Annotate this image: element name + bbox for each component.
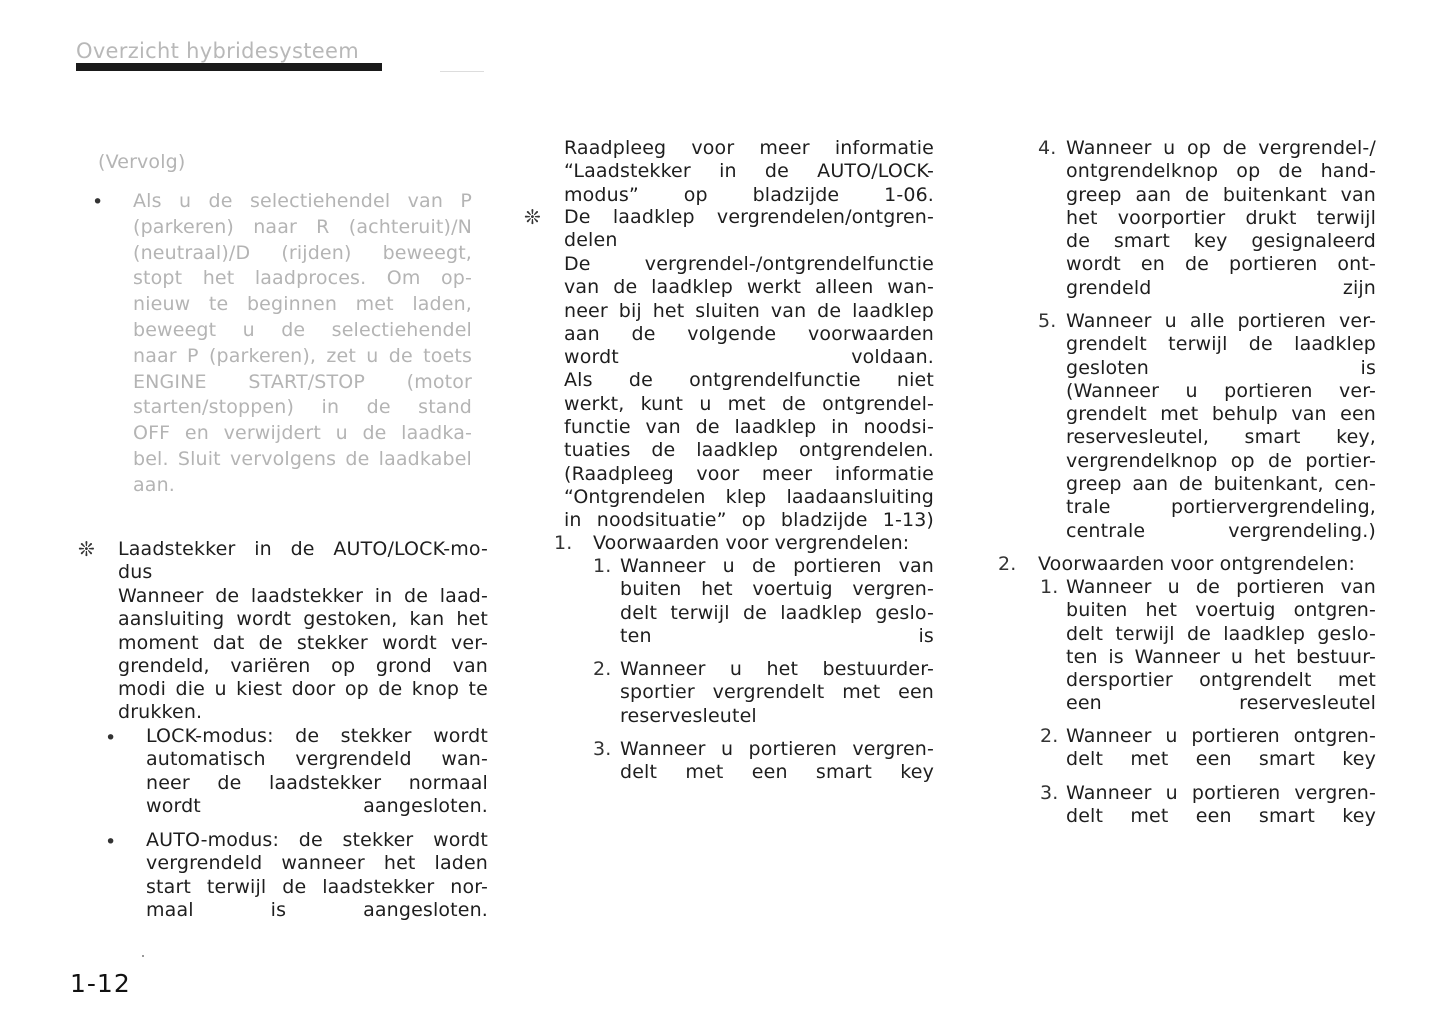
text-line: LOCK-modus: de stekker wordt xyxy=(146,725,488,747)
text-line: tuaties de laadklep ontgrendelen. xyxy=(564,439,934,462)
list-number: 1. xyxy=(1040,576,1059,598)
text-line: Wanneer u portieren vergren- xyxy=(1066,782,1376,804)
text-line: dersportier ontgrendelt met xyxy=(1066,669,1376,692)
text-line: dus xyxy=(118,561,153,584)
unlock-condition-item xyxy=(1066,576,1376,716)
asterisk-icon: ❊ xyxy=(524,205,541,229)
text-line: sportier vergrendelt met een xyxy=(620,681,934,704)
unlock-condition-item xyxy=(1066,782,1376,829)
list-number: 3. xyxy=(593,738,612,760)
text-line: naar P (parkeren), zet u de toets xyxy=(133,344,472,367)
text-line: Wanneer u het bestuurder- xyxy=(620,658,934,680)
text-line: wordt en de portieren ont- xyxy=(1066,253,1376,276)
list-number: 1. xyxy=(554,532,573,554)
unlock-conditions-title: Voorwaarden voor ontgrendelen: xyxy=(1038,553,1356,575)
bullet-icon: • xyxy=(92,191,104,213)
text-line: Wanneer u op de vergrendel-/ xyxy=(1066,137,1376,159)
header-bar xyxy=(76,63,382,71)
text-line: AUTO-modus: de stekker wordt xyxy=(146,829,488,851)
text-line: in noodsituatie” op bladzijde 1-13) xyxy=(564,509,934,532)
text-line: aansluiting wordt gestoken, kan het xyxy=(118,608,488,631)
text-line: grendelt met behulp van een xyxy=(1066,403,1376,426)
text-line: De laadklep vergrendelen/ontgren- xyxy=(564,206,934,228)
text-line: ten is Wanneer u het bestuur- xyxy=(1066,645,1376,668)
text-line: bel. Sluit vervolgens de laadkabel xyxy=(133,447,472,470)
text-line: moment dat de stekker wordt ver- xyxy=(118,631,488,654)
text-line: starten/stoppen) in de stand xyxy=(133,396,472,419)
list-number: 1. xyxy=(593,555,612,577)
text-line: grendeld zijn xyxy=(1066,276,1376,299)
text-line: “Laadstekker in de AUTO/LOCK- xyxy=(564,160,934,183)
text-line: grendeld, variëren op grond van xyxy=(118,654,488,677)
gear-selector-paragraph xyxy=(133,189,472,499)
lock-condition-item xyxy=(1066,137,1376,300)
text-line: beweegt u de selectiehendel xyxy=(133,318,472,341)
text-line: ontgrendelknop op de hand- xyxy=(1066,160,1376,183)
bullet-icon: • xyxy=(105,831,117,853)
text-line: delt met een smart key xyxy=(620,761,934,784)
text-line: start terwijl de laadstekker nor- xyxy=(146,875,488,898)
text-line: werkt, kunt u met de ontgrendel- xyxy=(564,392,934,415)
text-line: grendelt terwijl de laadklep xyxy=(1066,333,1376,356)
text-line: Wanneer u portieren ontgren- xyxy=(1066,725,1376,747)
text-line: modi die u kiest door op de knop te xyxy=(118,678,488,701)
charge-door-paragraph xyxy=(564,253,934,533)
unlock-condition-item xyxy=(1066,725,1376,772)
text-line: aan. xyxy=(133,473,175,496)
text-line: delt met een smart key xyxy=(1066,805,1376,828)
text-line: Wanneer u alle portieren ver- xyxy=(1066,310,1376,332)
text-line: Als u de selectiehendel van P xyxy=(133,190,472,212)
text-line: maal is aangesloten. xyxy=(146,898,488,921)
page-mark xyxy=(142,955,144,957)
list-number: 5. xyxy=(1038,310,1057,332)
text-line: functie van de laadklep in noodsi- xyxy=(564,416,934,439)
text-line: een reservesleutel xyxy=(1066,692,1376,715)
auto-lock-paragraph xyxy=(118,585,488,725)
lock-condition-item xyxy=(620,658,934,728)
text-line: neer bij het sluiten van de laadklep xyxy=(564,299,934,322)
text-line: automatisch vergrendeld wan- xyxy=(146,748,488,771)
text-line: wordt aangesloten. xyxy=(146,794,488,817)
text-line: centrale vergrendeling.) xyxy=(1066,519,1376,542)
text-line: delt terwijl de laadklep geslo- xyxy=(1066,622,1376,645)
text-line: (Raadpleeg voor meer informatie xyxy=(564,462,934,485)
text-line: nieuw te beginnen met laden, xyxy=(133,293,472,316)
text-line: delen xyxy=(564,229,618,252)
text-line: Raadpleeg voor meer informatie xyxy=(564,137,934,159)
list-number: 4. xyxy=(1038,137,1057,159)
text-line: trale portiervergrendeling, xyxy=(1066,496,1376,519)
lock-conditions-title: Voorwaarden voor vergrendelen: xyxy=(593,532,910,554)
page-number: 1-12 xyxy=(70,969,131,998)
text-line: gesloten is xyxy=(1066,356,1376,379)
text-line: reservesleutel, smart key, xyxy=(1066,426,1376,449)
text-line: Wanneer u portieren vergren- xyxy=(620,738,934,760)
text-line: “Ontgrendelen klep laadaansluiting xyxy=(564,485,934,508)
text-line: (parkeren) naar R (achteruit)/N xyxy=(133,215,472,238)
text-line: delt met een smart key xyxy=(1066,748,1376,771)
text-line: Als de ontgrendelfunctie niet xyxy=(564,369,934,392)
lock-condition-item xyxy=(620,555,934,648)
section-heading-charge-door xyxy=(564,206,934,253)
list-number: 2. xyxy=(1040,725,1059,747)
text-line: stopt het laadproces. Om op- xyxy=(133,267,472,290)
lock-mode-item xyxy=(146,725,488,818)
text-line: Wanneer de laadstekker in de laad- xyxy=(118,585,488,607)
text-line: aan de volgende voorwaarden xyxy=(564,322,934,345)
text-line: buiten het voertuig ontgren- xyxy=(1066,599,1376,622)
header-title: Overzicht hybridesysteem xyxy=(76,39,359,63)
text-line: drukken. xyxy=(118,701,203,724)
text-line: ten is xyxy=(620,624,934,647)
text-line: neer de laadstekker normaal xyxy=(146,771,488,794)
text-line: Wanneer u de portieren van xyxy=(1066,576,1376,598)
text-line: Wanneer u de portieren van xyxy=(620,555,934,577)
text-line: ENGINE START/STOP (motor xyxy=(133,370,472,393)
asterisk-icon: ❊ xyxy=(78,537,95,561)
intro-reference-paragraph xyxy=(564,137,934,207)
text-line: OFF en verwijdert u de laadka- xyxy=(133,422,472,445)
continued-label: (Vervolg) xyxy=(98,151,186,173)
text-line: Laadstekker in de AUTO/LOCK-mo- xyxy=(118,538,488,560)
text-line: buiten het voertuig vergren- xyxy=(620,578,934,601)
text-line: van de laadklep werkt alleen wan- xyxy=(564,276,934,299)
text-line: wordt voldaan. xyxy=(564,346,934,369)
section-heading-auto-lock xyxy=(118,538,488,585)
auto-mode-item xyxy=(146,829,488,922)
list-number: 3. xyxy=(1040,782,1059,804)
text-line: vergrendelknop op de portier- xyxy=(1066,449,1376,472)
text-line: modus” op bladzijde 1-06. xyxy=(564,183,934,206)
text-line: delt terwijl de laadklep geslo- xyxy=(620,601,934,624)
text-line: (neutraal)/D (rijden) beweegt, xyxy=(133,241,472,264)
text-line: greep aan de buitenkant van xyxy=(1066,183,1376,206)
list-number: 2. xyxy=(998,553,1017,575)
header-divider xyxy=(440,71,484,72)
lock-condition-item xyxy=(1066,310,1376,543)
list-number: 2. xyxy=(593,658,612,680)
bullet-icon: • xyxy=(105,727,117,749)
text-line: De vergrendel-/ontgrendelfunctie xyxy=(564,253,934,275)
text-line: vergrendeld wanneer het laden xyxy=(146,852,488,875)
text-line: het voorportier drukt terwijl xyxy=(1066,206,1376,229)
text-line: (Wanneer u portieren ver- xyxy=(1066,379,1376,402)
text-line: de smart key gesignaleerd xyxy=(1066,230,1376,253)
lock-condition-item xyxy=(620,738,934,785)
text-line: reservesleutel xyxy=(620,704,757,727)
text-line: greep aan de buitenkant, cen- xyxy=(1066,473,1376,496)
